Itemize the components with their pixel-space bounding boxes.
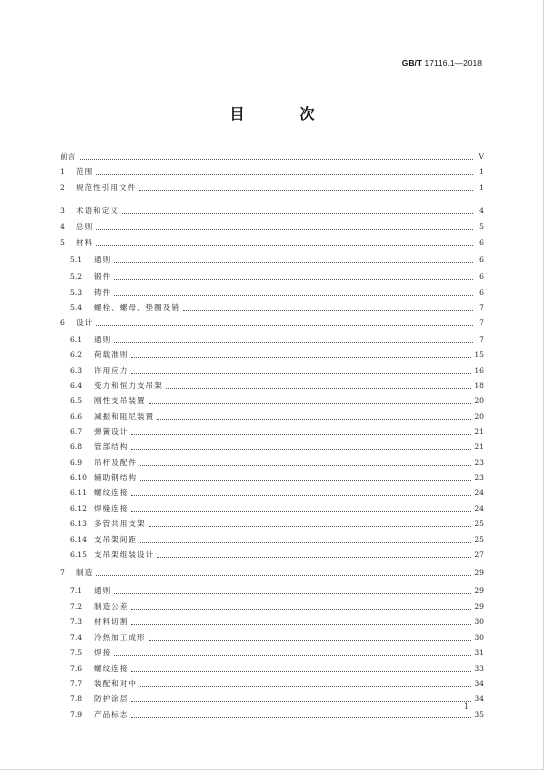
toc-entry-title: 许用应力 [94, 366, 129, 375]
toc-entry-number: 6.5 [70, 396, 83, 405]
toc-entry-title: 锻件 [94, 272, 112, 281]
toc-entry[interactable] [60, 202, 484, 216]
toc-entry[interactable] [60, 564, 484, 578]
page-title: 目 次 [229, 105, 335, 123]
toc-entry-number: 6.12 [70, 504, 87, 513]
toc-entry-number: 7.5 [70, 648, 83, 657]
toc-entry-title: 焊缝连接 [94, 504, 129, 513]
toc-entry-title: 减振和阻尼装置 [94, 412, 155, 421]
toc-entry-page: 21 [474, 442, 484, 451]
toc-entry[interactable] [70, 423, 484, 437]
toc-dot-leader [80, 159, 473, 160]
toc-entry-number: 6.8 [70, 442, 83, 451]
toc-entry-number: 5.4 [70, 303, 83, 312]
standard-code [402, 58, 482, 68]
toc-entry[interactable] [70, 346, 484, 360]
toc-entry-page: 4 [479, 206, 484, 215]
toc-dot-leader [114, 655, 471, 656]
toc-dot-leader [114, 279, 473, 280]
toc-entry-page: 6 [479, 238, 484, 247]
toc-entry-title: 多管共用支架 [94, 519, 146, 528]
toc-entry-page: 24 [474, 504, 484, 513]
toc-entry[interactable] [70, 675, 484, 689]
toc-dot-leader [114, 593, 471, 594]
toc-entry-number: 7.8 [70, 694, 83, 703]
toc-entry[interactable] [70, 582, 484, 596]
toc-entry-page: 31 [474, 648, 484, 657]
toc-entry-page: 30 [474, 633, 484, 642]
toc-entry-number: 6.2 [70, 350, 83, 359]
toc-entry-number: 7.2 [70, 602, 83, 611]
toc-entry-page: 21 [474, 427, 484, 436]
toc-dot-leader [140, 542, 471, 543]
standard-prefix: GB/T [401, 58, 423, 68]
toc-entry-title: 装配和对中 [94, 679, 137, 688]
toc-entry-title: 通则 [94, 586, 112, 595]
toc-entry-page: 29 [474, 568, 484, 577]
toc-entry-title: 设计 [76, 318, 94, 327]
toc-dot-leader [131, 357, 471, 358]
toc-dot-leader [131, 449, 471, 450]
toc-entry[interactable] [70, 251, 484, 265]
toc-entry-title: 防护涂层 [94, 694, 129, 703]
toc-entry-number: 2 [60, 183, 65, 192]
toc-entry-title: 通则 [94, 255, 112, 264]
toc-dot-leader [96, 575, 471, 576]
toc-entry[interactable] [70, 454, 484, 468]
toc-dot-leader [114, 295, 473, 296]
toc-entry-number: 7 [60, 568, 65, 577]
toc-dot-leader [166, 388, 472, 389]
toc-entry[interactable] [70, 392, 484, 406]
toc-entry[interactable] [70, 613, 484, 627]
toc-entry-page: 30 [474, 617, 484, 626]
toc-entry-number: 6.6 [70, 412, 83, 421]
toc-entry-number: 6.7 [70, 427, 83, 436]
toc-entry-number: 7.6 [70, 664, 83, 673]
toc-entry-number: 7.4 [70, 633, 83, 642]
toc-dot-leader [131, 434, 471, 435]
toc-entry[interactable] [70, 299, 484, 313]
toc-entry-page: 6 [479, 288, 484, 297]
toc-entry[interactable] [70, 500, 484, 514]
toc-entry-number: 6.3 [70, 366, 83, 375]
toc-dot-leader [131, 624, 471, 625]
page-number: 1 [464, 702, 470, 711]
toc-entry-number: 3 [60, 206, 65, 215]
toc-entry-page: 20 [474, 412, 484, 421]
toc-dot-leader [96, 229, 473, 230]
toc-entry-title: 总则 [76, 222, 94, 231]
toc-dot-leader [131, 511, 471, 512]
toc-dot-leader [140, 465, 471, 466]
toc-entry-number: 4 [60, 222, 65, 231]
toc-entry-title: 弹簧设计 [94, 427, 129, 436]
toc-dot-leader [131, 701, 471, 702]
toc-entry-title: 刚性支吊装置 [94, 396, 146, 405]
toc-entry-number: 前言 [60, 152, 76, 161]
toc-entry-page: 27 [474, 550, 484, 559]
toc-entry-number: 6.9 [70, 458, 83, 467]
toc-entry-page: 15 [474, 350, 484, 359]
toc-entry[interactable] [70, 531, 484, 545]
toc-dot-leader [131, 495, 471, 496]
toc-entry[interactable] [70, 706, 484, 720]
toc-entry-title: 制造 [76, 568, 94, 577]
standard-number: 17116.1—2018 [424, 58, 482, 68]
toc-entry-title: 支吊架组装设计 [94, 550, 155, 559]
toc-entry-title: 焊接 [94, 648, 112, 657]
toc-entry[interactable] [60, 148, 484, 162]
toc-entry-page: 23 [474, 473, 484, 482]
toc-dot-leader [96, 174, 473, 175]
toc-entry-title: 制造公差 [94, 602, 129, 611]
toc-entry-number: 7.3 [70, 617, 83, 626]
toc-dot-leader [157, 419, 471, 420]
toc-entry-title: 螺纹连接 [94, 488, 129, 497]
toc-dot-leader [131, 717, 471, 718]
toc-dot-leader [114, 262, 473, 263]
toc-entry-page: 29 [474, 586, 484, 595]
toc-entry-page: 7 [479, 303, 484, 312]
toc-entry[interactable] [60, 218, 484, 232]
toc-entry-number: 6.10 [70, 473, 87, 482]
toc-entry-title: 变力和恒力支吊架 [94, 381, 163, 390]
toc-entry-number: 6.4 [70, 381, 83, 390]
toc-entry-title: 产品标志 [94, 710, 129, 719]
toc-entry[interactable] [70, 598, 484, 612]
toc-entry-number: 6 [60, 318, 65, 327]
toc-dot-leader [157, 557, 471, 558]
toc-entry[interactable] [70, 284, 484, 298]
toc-entry-number: 5.2 [70, 272, 83, 281]
toc-entry-page: 6 [479, 272, 484, 281]
toc-entry[interactable] [70, 546, 484, 560]
toc-entry-page: 25 [474, 535, 484, 544]
toc-entry[interactable] [60, 163, 484, 177]
toc-entry-number: 6.14 [70, 535, 87, 544]
toc-entry-title: 冷热加工成形 [94, 633, 146, 642]
toc-dot-leader [149, 640, 472, 641]
toc-entry-title: 支吊架间距 [94, 535, 137, 544]
toc-entry-number: 7.9 [70, 710, 83, 719]
toc-entry-number: 6.13 [70, 519, 87, 528]
toc-entry-title: 通则 [94, 335, 112, 344]
toc-entry[interactable] [60, 314, 484, 328]
toc-entry-number: 6.11 [70, 488, 87, 497]
toc-entry-title: 规范性引用文件 [76, 183, 137, 192]
toc-dot-leader [140, 686, 471, 687]
toc-entry[interactable] [60, 179, 484, 193]
toc-entry[interactable] [70, 408, 484, 422]
toc-entry-title: 荷载准则 [94, 350, 129, 359]
toc-entry-page: 24 [474, 488, 484, 497]
toc-dot-leader [96, 325, 473, 326]
toc-dot-leader [149, 403, 472, 404]
toc-entry-title: 辅助钢结构 [94, 473, 137, 482]
toc-entry-number: 5.3 [70, 288, 83, 297]
toc-entry-number: 5 [60, 238, 65, 247]
toc-entry-number: 6.1 [70, 335, 83, 344]
toc-dot-leader [122, 213, 473, 214]
toc-entry-page: 34 [474, 679, 484, 688]
toc-entry-page: 7 [479, 318, 484, 327]
toc-entry-title: 铸件 [94, 288, 112, 297]
toc-entry-page: 33 [474, 664, 484, 673]
toc-entry-page: 18 [474, 381, 484, 390]
toc-entry-title: 范围 [76, 167, 94, 176]
toc-dot-leader [131, 671, 471, 672]
toc-entry-title: 吊杆及配件 [94, 458, 137, 467]
toc-entry-page: 5 [479, 222, 484, 231]
toc-dot-leader [140, 480, 471, 481]
toc-entry[interactable] [70, 268, 484, 282]
toc-entry-page: 35 [474, 710, 484, 719]
toc-entry[interactable] [70, 484, 484, 498]
toc-entry[interactable] [70, 515, 484, 529]
toc-dot-leader [139, 190, 473, 191]
toc-entry-number: 7.1 [70, 586, 83, 595]
toc-entry-page: 23 [474, 458, 484, 467]
toc-dot-leader [183, 310, 473, 311]
toc-entry[interactable] [70, 629, 484, 643]
toc-entry[interactable] [70, 469, 484, 483]
toc-entry-number: 1 [60, 167, 65, 176]
toc-entry-number: 5.1 [70, 255, 83, 264]
toc-entry-page: 29 [474, 602, 484, 611]
toc-dot-leader [96, 245, 473, 246]
toc-entry-number: 6.15 [70, 550, 87, 559]
toc-entry[interactable] [70, 660, 484, 674]
toc-entry-page: 1 [479, 183, 484, 192]
toc-entry-page: 25 [474, 519, 484, 528]
toc-entry-page: 6 [479, 255, 484, 264]
toc-entry[interactable] [70, 690, 484, 704]
toc-entry-title: 螺纹连接 [94, 664, 129, 673]
toc-entry-page: 20 [474, 396, 484, 405]
toc-entry-number: 7.7 [70, 679, 83, 688]
toc-entry-page: V [478, 152, 484, 161]
toc-dot-leader [131, 609, 471, 610]
toc-entry-page: 7 [479, 335, 484, 344]
toc-dot-leader [114, 342, 473, 343]
toc-entry-page: 34 [474, 694, 484, 703]
toc-entry[interactable] [70, 331, 484, 345]
toc-entry-title: 材料 [76, 238, 94, 247]
toc-dot-leader [131, 373, 471, 374]
toc-entry-page: 16 [474, 366, 484, 375]
toc-entry-title: 材料切割 [94, 617, 129, 626]
toc-entry-page: 1 [479, 167, 484, 176]
toc-dot-leader [149, 526, 472, 527]
toc-entry[interactable] [60, 234, 484, 248]
toc-entry-title: 术语和定义 [76, 206, 119, 215]
toc-entry-title: 螺栓、螺母、垫圈及销 [94, 303, 180, 312]
toc-entry[interactable] [70, 362, 484, 376]
toc-entry[interactable] [70, 644, 484, 658]
toc-entry[interactable] [70, 438, 484, 452]
toc-entry-title: 管部结构 [94, 442, 129, 451]
toc-entry[interactable] [70, 377, 484, 391]
